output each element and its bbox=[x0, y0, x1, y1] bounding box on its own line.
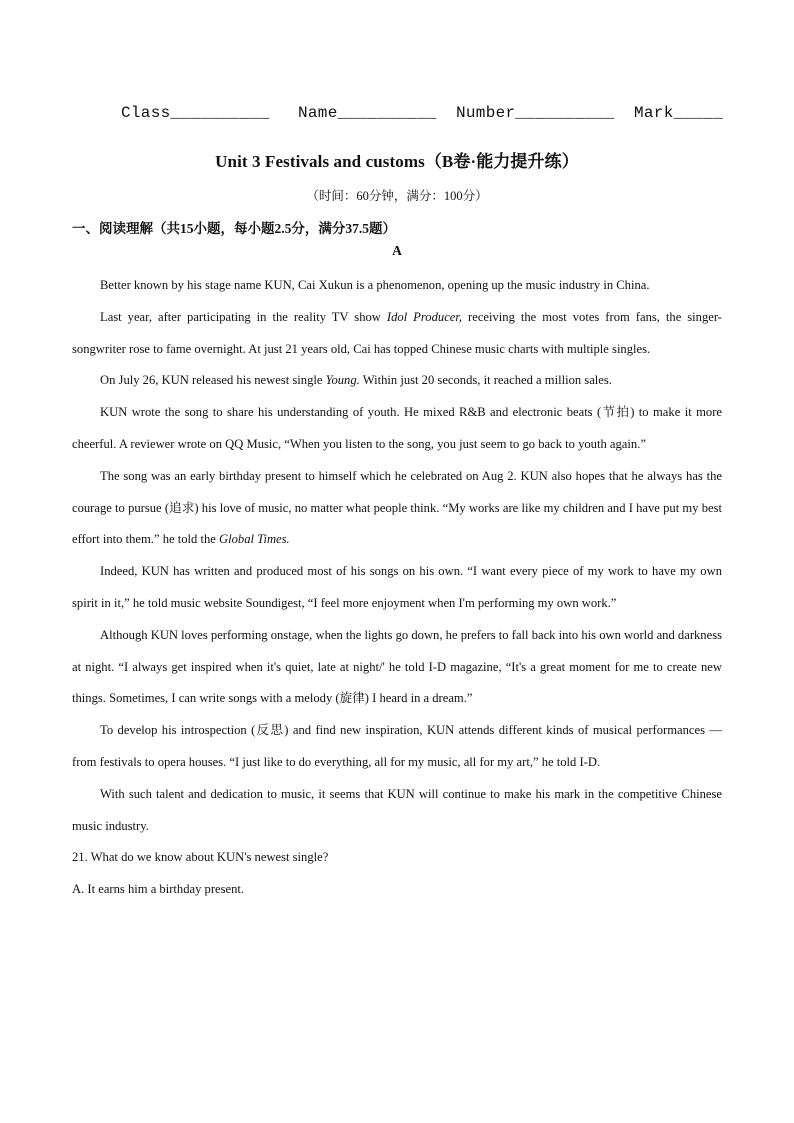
paragraph-2-text-b: receiving the most votes from fans, the singer-songwriter rose to fame overnight. At just 21 years old, Cai has topped Chinese music charts with multiple singles. bbox=[72, 309, 722, 356]
class-field: Class__________ bbox=[121, 104, 270, 122]
section-heading: 一、阅读理解（共15小题，每小题2.5分，满分37.5题） bbox=[72, 221, 396, 236]
time-note: （时间：60分钟，满分：100分） bbox=[306, 189, 488, 203]
paragraph-8: To develop his introspection (反思) and find new inspiration, KUN attends different kinds of musical performances — from festivals to opera houses. “I just like to do everything, all for my music, all for my art,” he told I-D. bbox=[72, 723, 722, 769]
mark-field: Mark_____ bbox=[634, 104, 724, 122]
number-field: Number__________ bbox=[456, 104, 615, 122]
paragraph-3 bbox=[72, 365, 722, 397]
paragraph-3-text: On July 26, KUN released his newest single bbox=[100, 373, 326, 388]
paragraph-3-text-b: Within just 20 seconds, it reached a million sales. bbox=[359, 373, 612, 388]
student-info-header bbox=[0, 104, 794, 128]
song-title: Young. bbox=[325, 373, 360, 388]
paragraph-2-text: Last year, after participating in the reality TV show bbox=[100, 309, 387, 324]
page-title: Unit 3 Festivals and customs（B卷·能力提升练） bbox=[215, 152, 579, 171]
paragraph-5 bbox=[72, 461, 722, 556]
paragraph-6: Indeed, KUN has written and produced most of his songs on his own. “I want every piece of my work to have my own spirit in it,” he told music website Soundigest, “I feel more enjoyment when I'm performing my own work.” bbox=[72, 564, 722, 610]
paragraph-5-text: The song was an early birthday present to himself which he celebrated on Aug 2. KUN also hopes that he always has the courage to pursue (追求) his love of music, no matter what people think. “My works are like my children and I have put my best effort into them.” he told the bbox=[72, 468, 722, 547]
paragraph-9: With such talent and dedication to music, it seems that KUN will continue to make his mark in the competitive Chinese music industry. bbox=[72, 786, 722, 833]
newspaper-title: Global Times. bbox=[219, 532, 290, 547]
paragraph-1: Better known by his stage name KUN, Cai Xukun is a phenomenon, opening up the music industry in China. bbox=[100, 278, 650, 292]
name-field: Name__________ bbox=[298, 104, 437, 122]
passage-letter: A bbox=[392, 243, 402, 258]
question-stem: 21. What do we know about KUN's newest single? bbox=[72, 850, 329, 865]
passage-body bbox=[72, 270, 722, 906]
show-title: Idol Producer, bbox=[386, 309, 463, 324]
paragraph-7: Although KUN loves performing onstage, when the lights go down, he prefers to fall back into his own world and darkness at night. “I always get inspired when it's quiet, late at night/' he told I-D magazine, “It's a great moment for me to create new things. Sometimes, I can write songs with a melody (旋律) I heard in a dream.” bbox=[72, 627, 722, 706]
paragraph-2 bbox=[72, 302, 722, 366]
paragraph-4: KUN wrote the song to share his understanding of youth. He mixed R&B and electronic beats (节拍) to make it more cheerful. A reviewer wrote on QQ Music, “When you listen to the song, you just seem to go back to youth again.” bbox=[72, 405, 722, 451]
question-option-a: A. It earns him a birthday present. bbox=[72, 882, 245, 897]
